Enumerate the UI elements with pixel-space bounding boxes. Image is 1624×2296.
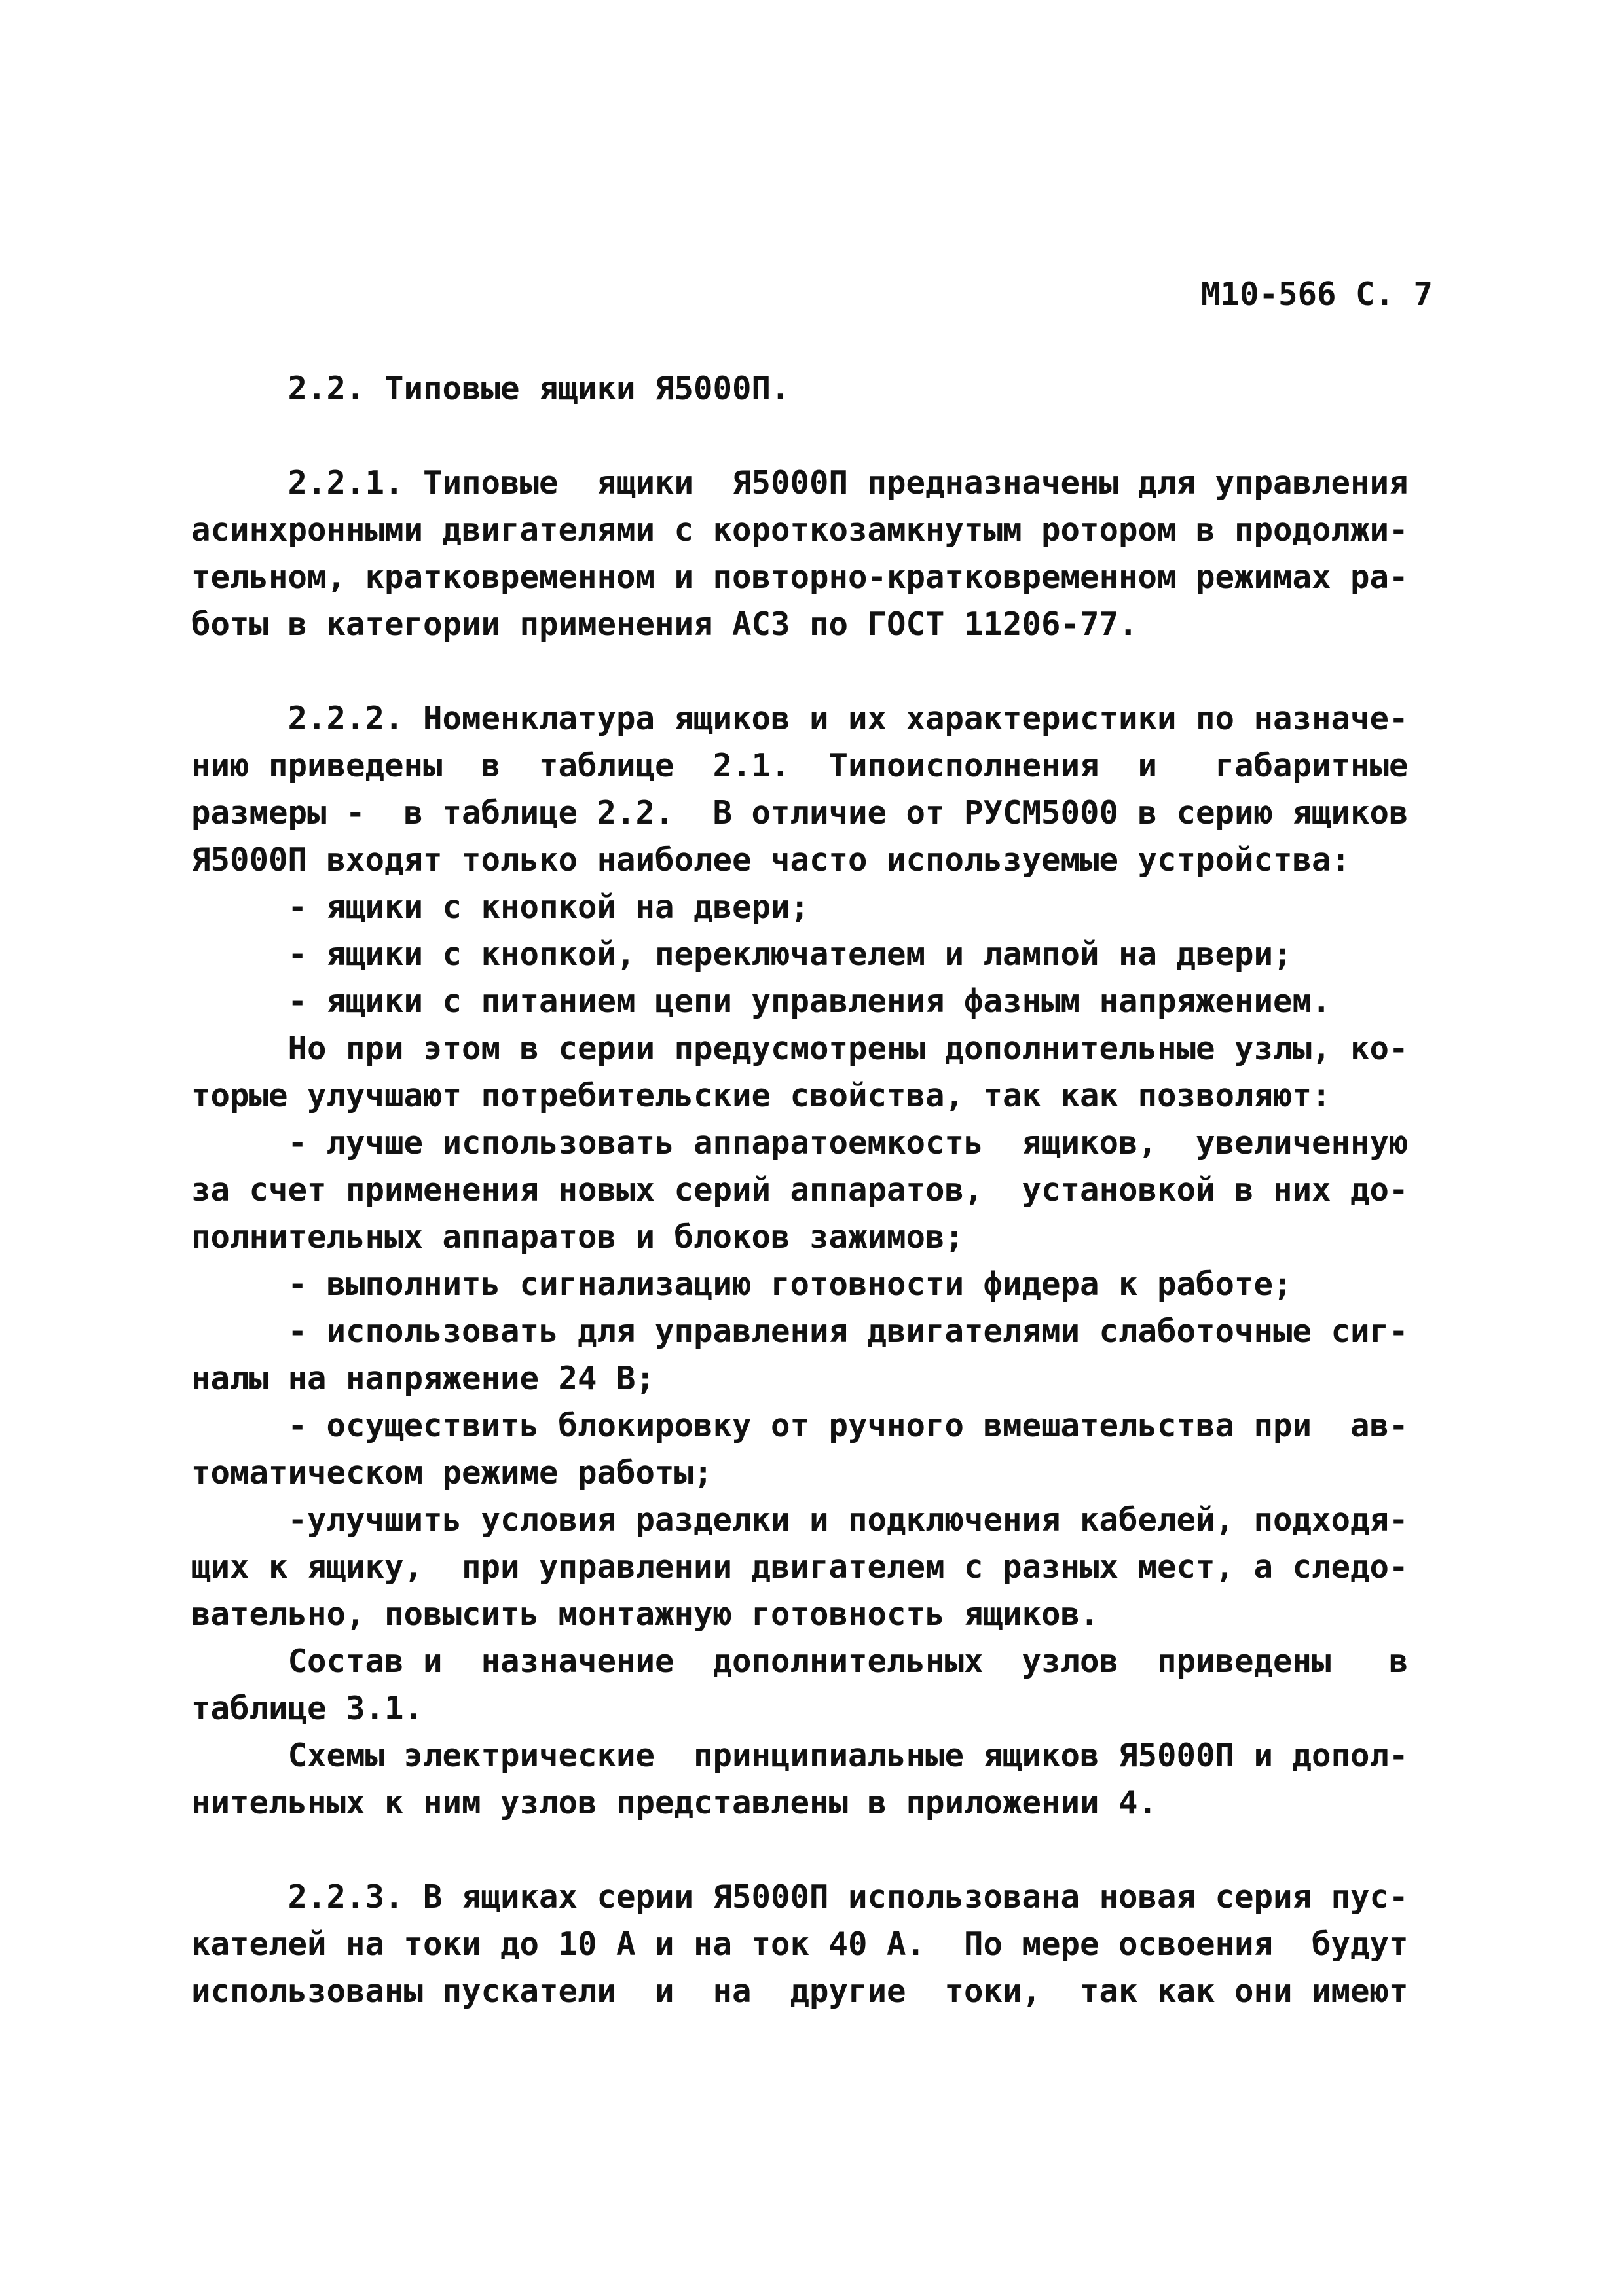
text-line: торые улучшают потребительские свойства, так как позволяют: [191,1077,1331,1114]
text-line: 2.2.2. Номенклатура ящиков и их характеристики по назначе- [191,700,1409,737]
text-line: Состав и назначение дополнительных узлов приведены в [191,1643,1409,1680]
text-line: -улучшить условия разделки и подключения кабелей, подходя- [191,1501,1409,1539]
text-line: таблице 3.1. [191,1690,424,1727]
text-line: - использовать для управления двигателями слаботочные сиг- [191,1313,1409,1350]
text-line: размеры - в таблице 2.2. В отличие от РУСМ5000 в серию ящиков [191,794,1409,831]
text-line: щих к ящику, при управлении двигателем с разных мест, а следо- [191,1548,1409,1586]
text-line: - лучше использовать аппаратоемкость ящиков, увеличенную [191,1124,1409,1161]
text-line: - ящики с питанием цепи управления фазным напряжением. [191,983,1331,1020]
text-line: - ящики с кнопкой на двери; [191,888,810,926]
text-line: за счет применения новых серий аппаратов, установкой в них до- [191,1171,1409,1209]
text-line: асинхронными двигателями с короткозамкнутым ротором в продолжи- [191,511,1409,549]
text-line: Но при этом в серии предусмотрены дополнительные узлы, ко- [191,1030,1409,1067]
text-line: М10-566 С. 7 [1200,276,1433,313]
text-line: налы на напряжение 24 В; [191,1360,655,1397]
text-line: вательно, повысить монтажную готовность ящиков. [191,1595,1099,1633]
text-line: использованы пускатели и на другие токи, так как они имеют [191,1973,1409,2010]
text-line: 2.2. Типовые ящики Я5000П. [191,370,790,407]
text-line: - осуществить блокировку от ручного вмешательства при ав- [191,1407,1409,1444]
text-line: 2.2.3. В ящиках серии Я5000П использована новая серия пус- [191,1878,1409,1916]
text-line: - ящики с кнопкой, переключателем и лампой на двери; [191,936,1293,973]
text-line: - выполнить сигнализацию готовности фидера к работе; [191,1266,1293,1303]
paragraph-2-2-3 [191,1874,1433,2015]
text-line: полнительных аппаратов и блоков зажимов; [191,1218,965,1256]
text-line: нию приведены в таблице 2.1. Типоисполнения и габаритные [191,747,1409,784]
page-header-line [191,271,1433,318]
text-line: томатическом режиме работы; [191,1454,713,1491]
section-heading-2-2 [191,365,1433,412]
text-line: кателей на токи до 10 А и на ток 40 А. По мере освоения будут [191,1925,1409,1963]
text-line: нительных к ним узлов представлены в приложении 4. [191,1784,1158,1821]
text-line: Схемы электрические принципиальные ящиков Я5000П и допол- [191,1737,1409,1774]
text-line: боты в категории применения АС3 по ГОСТ 11206-77. [191,606,1138,643]
paragraph-2-2-2 [191,695,1433,1827]
text-line: 2.2.1. Типовые ящики Я5000П предназначены для управления [191,464,1409,501]
text-line: тельном, кратковременном и повторно-кратковременном режимах ра- [191,558,1409,596]
paragraph-2-2-1 [191,460,1433,648]
text-line: Я5000П входят только наиболее часто используемые устройства: [191,841,1351,879]
document-content [191,271,1433,2062]
